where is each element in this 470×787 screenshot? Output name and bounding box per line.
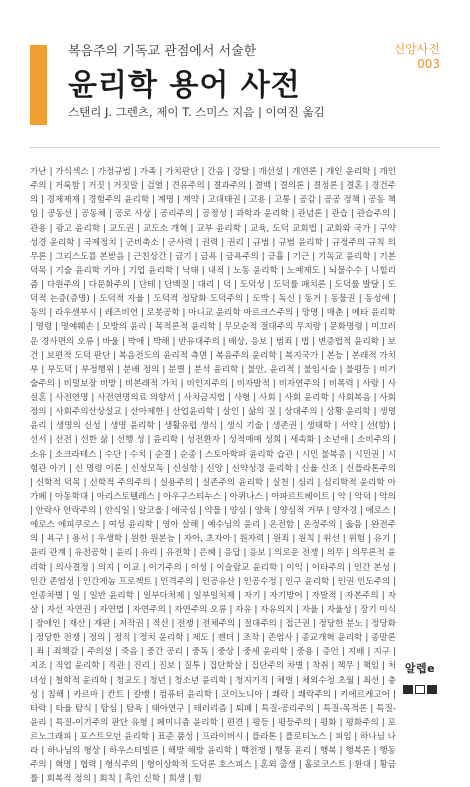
- publisher-mark-square-outline: [415, 685, 425, 694]
- publisher-mark-square-filled: [427, 685, 437, 694]
- book-authors: 스탠리 J. 그렌츠, 제이 T. 스미스 지음 | 이여진 옮김: [68, 105, 325, 119]
- series-label: 신앙사전: [393, 42, 440, 56]
- accent-bar: [30, 45, 47, 125]
- publisher-name: 알렙e: [404, 662, 436, 675]
- book-subtitle: 복음주의 기독교 관점에서 서술한: [68, 44, 257, 59]
- series-label-block: [394, 42, 440, 72]
- series-number: 003: [417, 57, 440, 71]
- term-list: 가난 | 가식섹스 | 가정규범 | 가족 | 가치판단 | 간음 | 강탈 | 개선설 | 개연론 | 개인 윤리학 | 개인주의 | 거룩함 | 거짓 | 거짓말 | 검열 | 견유주의 | 결과주의 | 결백 | 결의론 | 결정론 | 결혼 | 경건주의 | 경제제재 | 경험주의 윤리학 | 계명 | 계약 | 고대태권 | 고용 | 고통 | 공감 | 공공 정책 | 공동 책임 | 공동선 | 공동체 | 공로 사상 | 공리주의 | 공정성 | 과학과 윤리학 | 관념론 | 관습 | 관습주의 | 관용 | 광고 윤리학 | 교도권 | 교도소 개혁 | 교부 윤리학 | 교육, 도덕 교회법 | 교회와 국가 | 구약성경 윤리학 | 국제정치 | 군비축소 | 군사력 | 권력 | 권리 | 규범 | 규범 윤리학 | 규정주의 규칙 의무론 | 그리스도를 본받음 | 근친상간 | 금기 | 금욕 | 금욕주의 | 긍휼 | 기근 | 기독교 윤리학 | 기본 덕목 | 기술 윤리학 기아 | 기업 윤리학 | 낙태 | 내적 | 노동 윤리학 | 노예제도 | 뇌물수수 | 니힐리즘 | 다원주의 | 다문화주의 | 단테 | 단백질 | 대리 | 덕 | 도덕성 | 도덕률 패치론 | 도덕률 발달 | 도덕적 논증(증명) | 도덕적 자율 | 도덕적 정당화 도덕주의 | 도박 | 독신 | 동거 | 동물권 | 동성애 | 동의 | 라우센부시 | 레즈비언 | 로봇공학 | 마니교 윤리학 마르크스주의 | 망명 | 매춘 | 메타 윤리학 | 명령 | 명예훼손 | 모방의 윤리 | 목적론적 윤리학 | 무모순적 절대주의 무지랑 | 문화명령 | 미끄러운 경사면의 오류 | 바울 | 박애 | 박해 | 반유대주의 | 배상, 응보 | 범죄 | 법 | 변증법적 윤리학 | 보건 | 보편적 도덕 판단 | 복음전도의 윤리적 측면 | 복음주의 윤리학 | 복지국가 | 본능 | 본래적 가치 부 | 부도덕 | 부정행위 | 분배 정의 | 분별 | 분석 윤리학 | 불안, 윤리적 | 불임시술 | 불평등 | 비기술주의 | 비밀보장 비방 | 비본래적 가치 | 비인지주의 | 비자발적 | 비자연주의 | 비폭력 | 사랑 | 사실혼 | 사전연명 | 사전연명의료 의향서 | 사치금지법 | 사형 | 사회 | 사회 윤리학 | 사회복음 | 사회정의 | 사회주의산상설교 | 산아제한 | 산업윤리학 | 살인 | 삶의 질 | 상대주의 | 상황 윤리학 | 생명윤리 | 생명의 신성 | 생명 윤리학 | 생활유럽 생식 | 생식 기술 | 생존권 | 생태학 | 서약 | 선(함) | 선서 | 선전 | 선한 삶 | 선행 성 | 윤리학 | 성전환자 | 성적매매 성희 | 세속화 | 소년애 | 소비주의 | 소유 | 소크라테스 | 수단 | 수치 | 순결 | 순종 | 스토아학파 윤리학 습관 | 시민 불복종 | 시민권 | 시험관 아기 | 신 명령 이론 | 신성모독 | 신실함 | 신앙 | 신약성경 윤리학 | 신율 신조 | 신플라톤주의 | 신학적 덕목 | 신학적 주의주의 | 실용주의 | 실존주의 윤리학 | 실천 | 심리 | 심리학적 윤리학 아가페 | 아동학대 | 아리스토텔레스 | 아우구스티누스 | 아퀴나스 | 아파르트헤이트 | 악 | 악덕 | 악의 | 안락사 안락주의 | 안식일 | 알코올 | 애국심 | 약물 | 양심 | 양육 | 양심적 거부 | 양자경 | 에로스 | 에로스 에피쿠로스 | 여성 윤리학 | 영아 살해 | 예수님의 윤리 | 온전함 | 온정주의 | 옳음 | 완전주의 | 욕구 | 용서 | 우생학 | 원한 원본능 | 자아, 초자아 | 원자력 | 원죄 | 원칙 | 위선 | 위험 | 유기 | 윤리 관계 | 유전공학 | 윤리 | 유리 | 유전학 | 은혜 | 응답 | 응보 | 의로운 전쟁 | 의무 | 의무론적 윤리학 | 의사결정 | 의지 | 이교 | 이기주의 | 이성 | 이슬람교 윤리학 | 이익 | 이타주의 | 인간 본성 | 인간 존엄성 | 인간게놈 프로젝트 | 인격주의 | 인공유산 | 인공수정 | 인구 윤리학 | 인권 인도주의 | 인종차별 | 일 | 일반 윤리학 | 일부다처제 | 일부일처제 | 자기 | 자기방어 | 자발적 | 자본주의 | 자살 | 자선 자연권 | 자연법 | 자연주의 | 자연주의 오류 | 자유 | 자유의지 | 자율 | 자율성 | 장기 이식 | 장애인 | 재산 | 재판 | 저작권 | 적선 | 전쟁 | 전체주의 | 절대주의 | 접근권 | 정당한 분노 | 정당화 | 정당한 전쟁 | 정의 | 정직 | 정치 윤리학 | 제도 | 젠더 | 조작 | 존엄사 | 종교개혁 윤리학 | 종말론 | 죄 | 죄책감 | 주의설 | 죽음 | 중간 공리 | 중독 | 중상 | 중세 윤리학 | 중용 | 증언 | 지배 | 지구 | 지조 | 직업 윤리학 | 직관 | 진리 | 진보 | 질투 | 집단학살 | 집단주의 차별 | 착취 | 책무 | 책임 | 처녀성 | 철학적 윤리학 | 청교도 | 청년 | 청소년 윤리학 | 청지기직 | 체벌 | 체외수정 초월 | 최선 | 충성 | 침해 | 카르마 | 칸트 | 칼뱅 | 컴퓨터 윤리학 | 코이노니아 | 쾌락 | 쾌락주의 | 키에르케고어 | 타락 | 타율 탐식 | 탐심 | 탐욕 | 태아연구 | 테러리즘 | 퇴폐 | 특질-공리주의 | 특질-목적론 | 특질-윤리 | 특질-이기주의 판단 유형 | 페미니즘 윤리학 | 편견 | 평등 | 평등주의 | 평화 | 평화주의 | 포르노그래피 | 포스트모던 윤리학 | 표준 품성 | 프라이버시 | 플라톤 | 플로티노스 | 피임 | 하나님 나라 | 하나님의 형상 | 하우스티빌른 | 해방 해방 윤리학 | 핵전쟁 | 행동 윤리 | 행복 | 행복론 | 행동주의 | 혁명 | 협력 | 형식주의 | 형이상학적 도덕론 호스피스 | 혼외 출생 | 홀로코스트 | 환대 | 황금률 | 회복적 정의 | 회칙 | 흑인 신학 | 희생 | 힘: [30, 167, 396, 785]
- publisher-mark-icon: [402, 679, 438, 698]
- divider: [30, 147, 440, 148]
- publisher-logo: [402, 660, 438, 698]
- book-title: 윤리학 용어 사전: [68, 68, 301, 103]
- publisher-mark-square-filled: [403, 685, 413, 694]
